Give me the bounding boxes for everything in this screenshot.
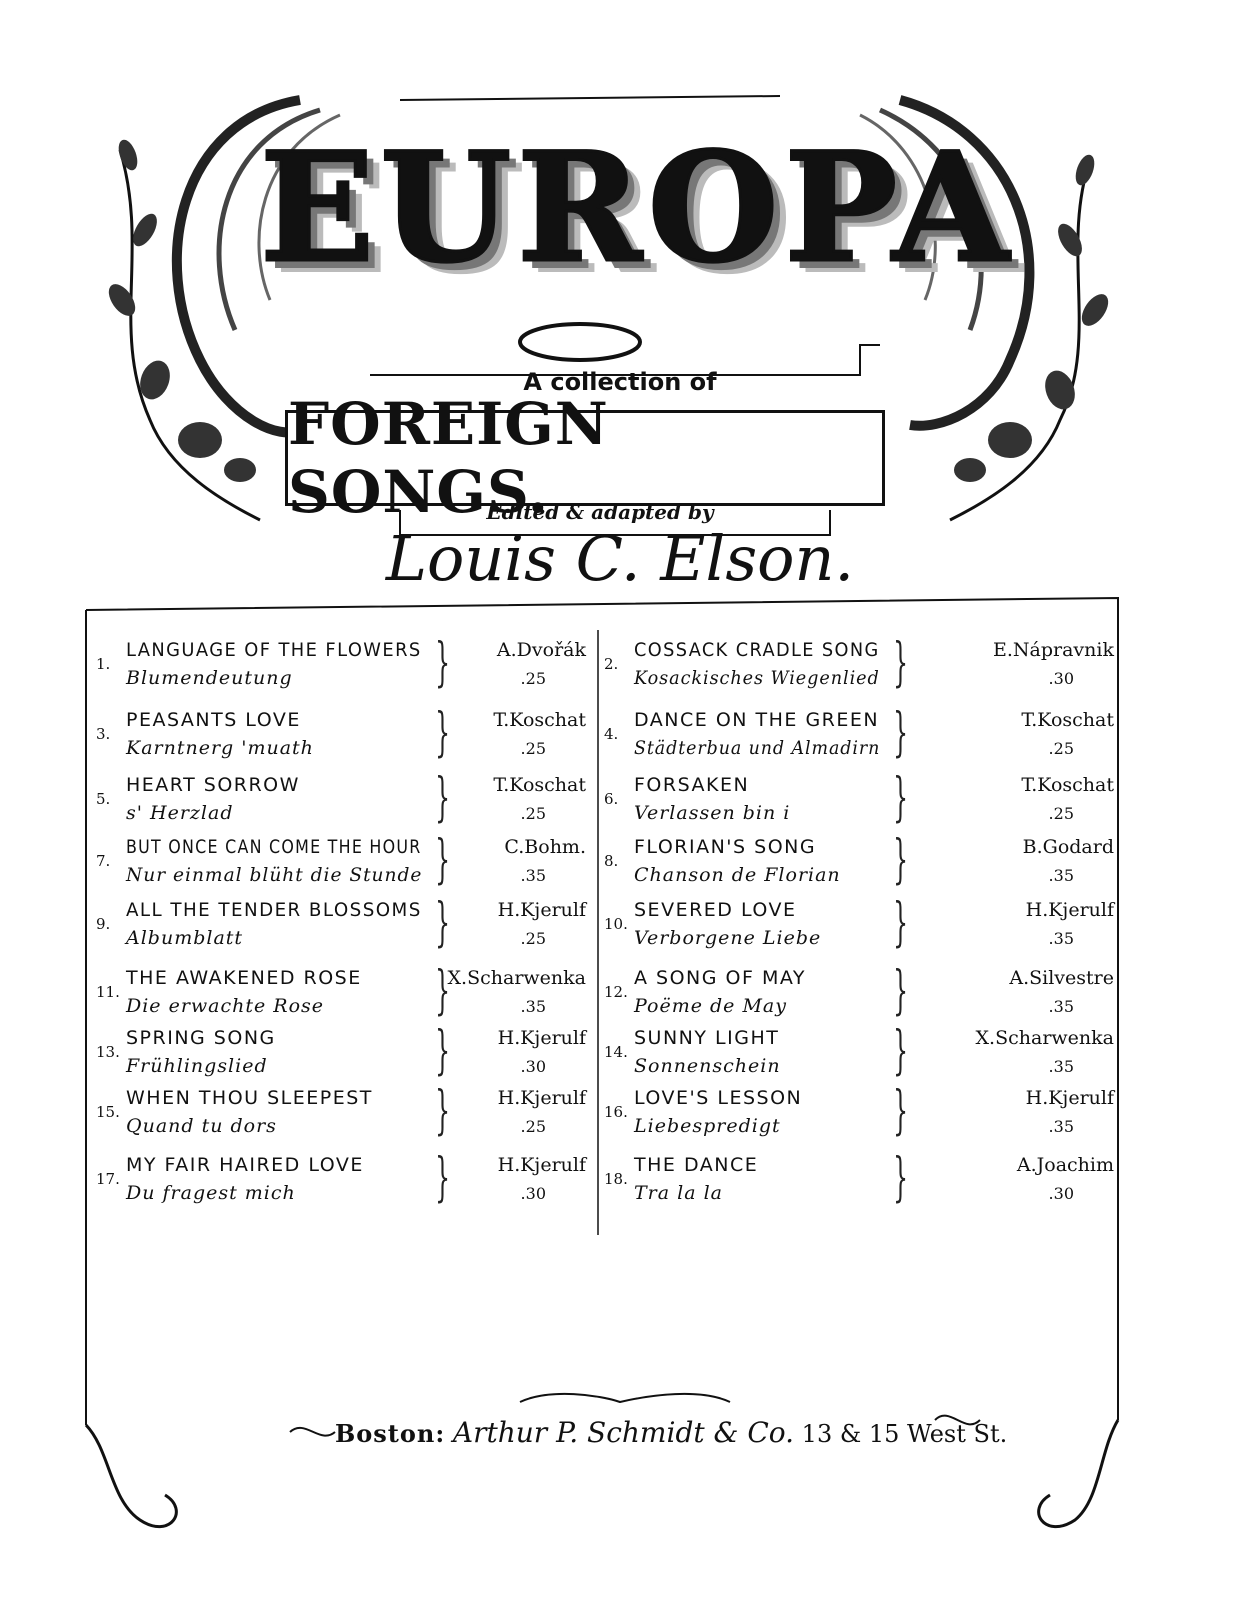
song-composer: H.Kjerulf [1025, 899, 1114, 921]
song-german-title: s' Herzlad [126, 802, 234, 824]
song-entry [604, 768, 1114, 834]
song-german-title: Du fragest mich [126, 1182, 296, 1204]
song-composer: T.Koschat [493, 709, 586, 731]
brace-glyph: } [893, 961, 908, 1021]
song-entry [96, 705, 586, 769]
song-price: .35 [1048, 1117, 1074, 1136]
song-composer: H.Kjerulf [497, 1087, 586, 1109]
song-number: 12. [604, 983, 628, 1001]
song-german-title: Sonnenschein [634, 1055, 781, 1077]
song-number: 5. [96, 790, 111, 808]
song-price: .25 [1048, 739, 1074, 758]
publisher-address: 13 & 15 West St. [801, 1420, 1008, 1448]
song-entry [604, 1021, 1114, 1087]
song-price: .35 [1048, 929, 1074, 948]
song-entry [96, 832, 586, 896]
song-price: .25 [520, 1117, 546, 1136]
cover-subtitle-big: FOREIGN SONGS. [288, 390, 609, 526]
song-german-title: Liebespredigt [634, 1115, 781, 1137]
brace-glyph: } [435, 768, 450, 828]
brace-glyph: } [435, 633, 450, 693]
song-number: 17. [96, 1170, 120, 1188]
song-english-title: LANGUAGE OF THE FLOWERS [126, 639, 422, 661]
song-english-title: SUNNY LIGHT [634, 1027, 780, 1049]
brace-glyph: } [893, 1021, 908, 1081]
song-number: 10. [604, 915, 628, 933]
song-composer: T.Koschat [1021, 774, 1114, 796]
song-composer: H.Kjerulf [497, 1027, 586, 1049]
brace-glyph: } [893, 893, 908, 953]
song-composer: H.Kjerulf [1025, 1087, 1114, 1109]
song-composer: A.Silvestre [1009, 967, 1114, 989]
song-composer: H.Kjerulf [497, 1154, 586, 1176]
song-number: 4. [604, 725, 619, 743]
song-price: .30 [1048, 1184, 1074, 1203]
song-english-title: LOVE'S LESSON [634, 1087, 803, 1109]
song-price: .25 [520, 804, 546, 823]
editor-name: Louis C. Elson. [385, 522, 855, 595]
brace-glyph: } [893, 1148, 908, 1208]
song-german-title: Poëme de May [634, 995, 787, 1017]
song-number: 15. [96, 1103, 120, 1121]
song-number: 3. [96, 725, 111, 743]
song-price: .35 [1048, 1057, 1074, 1076]
song-number: 1. [96, 655, 111, 673]
song-number: 11. [96, 983, 120, 1001]
song-english-title: A SONG OF MAY [634, 967, 806, 989]
song-german-title: Karntnerg 'muath [126, 737, 314, 759]
song-number: 2. [604, 655, 619, 673]
song-number: 6. [604, 790, 619, 808]
song-entry [96, 1083, 586, 1147]
song-english-title: COSSACK CRADLE SONG [634, 639, 880, 661]
song-number: 16. [604, 1103, 628, 1121]
song-price: .30 [1048, 669, 1074, 688]
song-english-title: DANCE ON THE GREEN [634, 709, 880, 731]
song-composer: T.Koschat [493, 774, 586, 796]
song-price: .35 [520, 866, 546, 885]
song-composer: C.Bohm. [504, 836, 586, 858]
song-entry [96, 1150, 586, 1214]
song-composer: X.Scharwenka [975, 1027, 1114, 1049]
brace-glyph: } [893, 1081, 908, 1141]
song-price: .30 [520, 1184, 546, 1203]
song-german-title: Verborgene Liebe [634, 927, 822, 949]
brace-glyph: } [435, 1148, 450, 1208]
song-composer: A.Joachim [1016, 1154, 1114, 1176]
song-german-title: Albumblatt [126, 927, 244, 949]
song-price: .35 [520, 997, 546, 1016]
song-price: .25 [520, 669, 546, 688]
song-number: 13. [96, 1043, 120, 1061]
song-price: .35 [1048, 997, 1074, 1016]
song-german-title: Tra la la [634, 1182, 723, 1204]
brace-glyph: } [435, 1081, 450, 1141]
song-entry [604, 1148, 1114, 1214]
song-number: 7. [96, 852, 111, 870]
song-english-title: FORSAKEN [634, 774, 750, 796]
song-composer: H.Kjerulf [497, 899, 586, 921]
song-english-title: PEASANTS LOVE [126, 709, 301, 731]
song-composer: B.Godard [1022, 836, 1114, 858]
song-german-title: Städterbua und Almadirn [634, 737, 881, 759]
song-entry [604, 961, 1114, 1027]
edited-by-label: Edited & adapted by [486, 500, 714, 524]
brace-glyph: } [893, 768, 908, 828]
song-english-title: THE AWAKENED ROSE [126, 967, 362, 989]
song-composer: X.Scharwenka [447, 967, 586, 989]
song-english-title: SPRING SONG [126, 1027, 276, 1049]
song-price: .30 [520, 1057, 546, 1076]
song-entry [604, 633, 1114, 699]
song-english-title: HEART SORROW [126, 774, 300, 796]
song-entry [96, 963, 586, 1027]
cover-title: EUROPA [260, 120, 1015, 296]
brace-glyph: } [435, 893, 450, 953]
song-english-title: ALL THE TENDER BLOSSOMS [126, 899, 422, 921]
brace-glyph: } [435, 961, 450, 1021]
song-german-title: Quand tu dors [126, 1115, 277, 1137]
song-german-title: Kosackisches Wiegenlied [634, 667, 880, 689]
cover-subtitle-small: A collection of [523, 368, 717, 396]
song-number: 14. [604, 1043, 628, 1061]
song-number: 8. [604, 852, 619, 870]
brace-glyph: } [435, 1021, 450, 1081]
song-english-title: FLORIAN'S SONG [634, 836, 817, 858]
song-price: .25 [520, 739, 546, 758]
brace-glyph: } [893, 830, 908, 890]
song-entry [604, 893, 1114, 959]
song-english-title: THE DANCE [634, 1154, 759, 1176]
brace-glyph: } [893, 703, 908, 763]
song-price: .25 [1048, 804, 1074, 823]
brace-glyph: } [893, 633, 908, 693]
song-number: 9. [96, 915, 111, 933]
song-number: 18. [604, 1170, 628, 1188]
song-entry [96, 770, 586, 834]
brace-glyph: } [435, 703, 450, 763]
song-entry [96, 1023, 586, 1087]
song-german-title: Chanson de Florian [634, 864, 841, 886]
song-german-title: Die erwachte Rose [126, 995, 325, 1017]
song-english-title: BUT ONCE CAN COME THE HOUR [126, 836, 422, 858]
song-price: .35 [1048, 866, 1074, 885]
song-entry [604, 703, 1114, 769]
song-entry [604, 1081, 1114, 1147]
song-german-title: Nur einmal blüht die Stunde [126, 864, 423, 886]
song-table [86, 605, 1121, 1425]
song-entry [96, 895, 586, 959]
song-english-title: SEVERED LOVE [634, 899, 797, 921]
song-german-title: Blumendeutung [126, 667, 293, 689]
song-composer: E.Nápravnik [993, 639, 1114, 661]
song-price: .25 [520, 929, 546, 948]
publisher-imprint [335, 1416, 1008, 1449]
song-german-title: Verlassen bin i [634, 802, 791, 824]
song-composer: T.Koschat [1021, 709, 1114, 731]
publisher-city: Boston: [335, 1419, 446, 1448]
song-german-title: Frühlingslied [126, 1055, 268, 1077]
song-entry [604, 830, 1114, 896]
brace-glyph: } [435, 830, 450, 890]
song-english-title: MY FAIR HAIRED LOVE [126, 1154, 364, 1176]
song-english-title: WHEN THOU SLEEPEST [126, 1087, 373, 1109]
song-composer: A.Dvořák [496, 639, 586, 661]
song-entry [96, 635, 586, 699]
publisher-firm: Arthur P. Schmidt & Co. [452, 1416, 795, 1449]
